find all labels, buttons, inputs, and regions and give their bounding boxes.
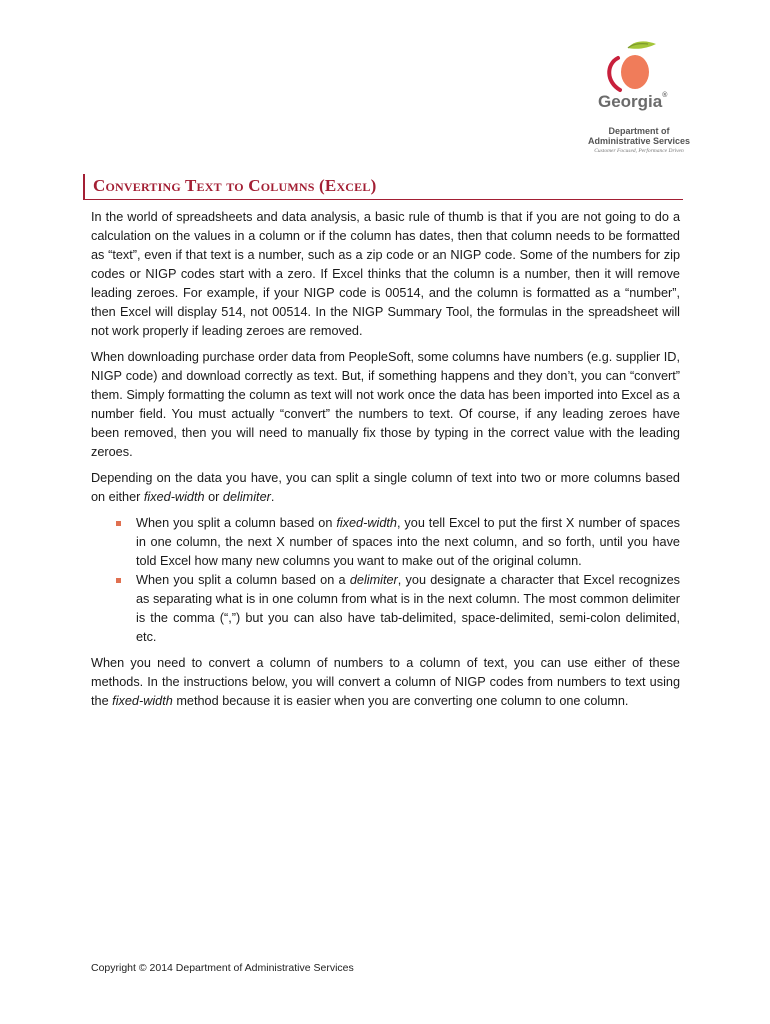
logo-tagline: Customer Focused, Performance Driven	[594, 148, 684, 154]
list-item-fixed-width: When you split a column based on fixed-width, you tell Excel to put the first X number of spaces in one column, the next X number of spaces into the next column, and so forth, until you have told Excel how many new columns you want to make out of the original column.	[136, 514, 680, 571]
copyright-footer: Copyright © 2014 Department of Administrative Services	[91, 962, 354, 974]
logo-department-line2: Administrative Services	[587, 136, 691, 146]
document-body	[91, 208, 680, 718]
peach-logo-icon	[600, 38, 664, 100]
list-item-delimiter: When you split a column based on a delimiter, you designate a character that Excel recognizes as separating what is in one column from what is in the next column. The most common delimiter is the comma (“,”) but you can also have tab-delimited, space-delimited, semi-colon delimited, etc.	[136, 571, 680, 647]
paragraph-split-methods: Depending on the data you have, you can split a single column of text into two or more columns based on either fixed-width or delimiter.	[91, 471, 680, 504]
split-methods-list	[91, 514, 680, 647]
georgia-doas-logo	[560, 38, 700, 158]
logo-wordmark: Georgia®	[598, 92, 668, 111]
paragraph-intro: In the world of spreadsheets and data analysis, a basic rule of thumb is that if you are not going to do a calculation on the values in a column or if the column has dates, then that column needs to be formatted as “text”, even if that text is a number, such as a zip code or an NIGP code. Some of the numbers for zip codes or NIGP codes start with a zero. If Excel thinks that the column is a number, then it will remove leading zeroes. For example, if your NIGP code is 00514, and the column is formatted as a “number”, then Excel will display 514, not 00514. In the NIGP Summary Tool, the formulas in the spreadsheet will not work properly if leading zeroes are removed.	[91, 210, 680, 338]
logo-department-line1: Department of	[608, 126, 670, 136]
term-delimiter: delimiter	[222, 490, 271, 504]
paragraph-peoplesoft: When downloading purchase order data from PeopleSoft, some columns have numbers (e.g. supplier ID, NIGP code) and download correctly as text. But, if something happens and they don’t, you can “convert” them. Simply formatting the column as text will not work once the data has been imported into Excel as a number field. You must actually “convert” the numbers to text. Of course, if any leading zeroes have been removed, then you will need to manually fix those by typing in the correct value with the leading zeroes.	[91, 350, 680, 459]
term-fixed-width: fixed-width	[143, 490, 205, 504]
square-bullet-icon	[116, 578, 121, 583]
square-bullet-icon	[116, 521, 121, 526]
logo-department	[578, 126, 700, 146]
paragraph-closing: When you need to convert a column of numbers to a column of text, you can use either of these methods. In the instructions below, you will convert a column of NIGP codes from numbers to text using the fixed-width method because it is easier when you are converting one column to one column.	[91, 656, 680, 708]
term-fixed-width: fixed-width	[112, 694, 173, 708]
section-heading-bar	[83, 174, 683, 200]
page-title: Converting Text to Columns (Excel)	[93, 176, 377, 195]
